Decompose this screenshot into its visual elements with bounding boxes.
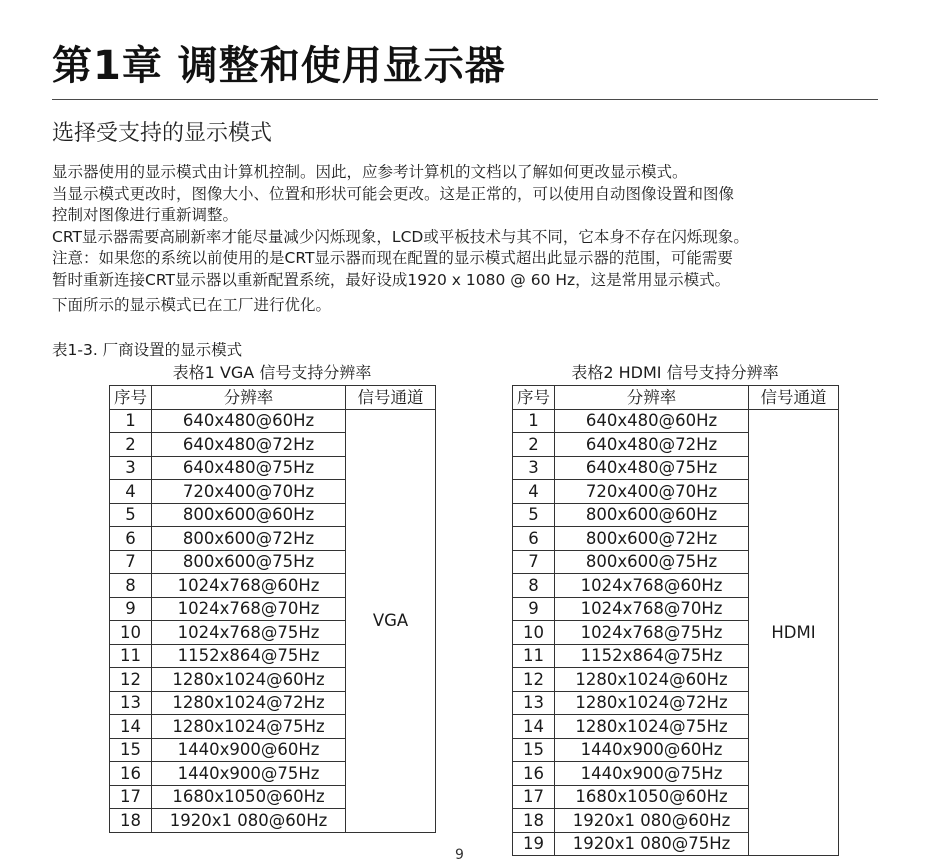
row-resolution: 1920x1 080@60Hz <box>555 809 749 833</box>
row-resolution: 1440x900@60Hz <box>555 738 749 762</box>
vga-table-caption: 表格1 VGA 信号支持分辨率 <box>172 363 372 382</box>
row-index: 13 <box>110 691 152 715</box>
table-group-caption: 表1-3. 厂商设置的显示模式 <box>52 341 243 359</box>
row-resolution: 1920x1 080@60Hz <box>152 809 346 833</box>
row-index: 12 <box>110 668 152 692</box>
row-index: 5 <box>110 503 152 527</box>
row-index: 14 <box>513 715 555 739</box>
row-resolution: 1280x1024@72Hz <box>152 691 346 715</box>
row-resolution: 640x480@75Hz <box>555 456 749 480</box>
row-index: 17 <box>513 785 555 809</box>
header-channel: 信号通道 <box>346 386 436 410</box>
row-resolution: 640x480@60Hz <box>555 409 749 433</box>
row-index: 8 <box>513 574 555 598</box>
header-resolution: 分辨率 <box>152 386 346 410</box>
row-index: 10 <box>513 621 555 645</box>
row-index: 11 <box>110 644 152 668</box>
row-index: 6 <box>110 527 152 551</box>
row-index: 2 <box>513 433 555 457</box>
row-index: 6 <box>513 527 555 551</box>
row-resolution: 640x480@60Hz <box>152 409 346 433</box>
row-index: 17 <box>110 785 152 809</box>
row-resolution: 1920x1 080@75Hz <box>555 832 749 856</box>
row-resolution: 1152x864@75Hz <box>152 644 346 668</box>
row-index: 7 <box>513 550 555 574</box>
row-resolution: 800x600@60Hz <box>152 503 346 527</box>
row-index: 9 <box>513 597 555 621</box>
row-resolution: 1024x768@75Hz <box>555 621 749 645</box>
row-index: 1 <box>513 409 555 433</box>
header-channel: 信号通道 <box>749 386 839 410</box>
row-resolution: 1024x768@60Hz <box>152 574 346 598</box>
row-resolution: 1440x900@75Hz <box>555 762 749 786</box>
row-index: 8 <box>110 574 152 598</box>
row-index: 14 <box>110 715 152 739</box>
header-index: 序号 <box>513 386 555 410</box>
row-resolution: 1024x768@75Hz <box>152 621 346 645</box>
row-resolution: 720x400@70Hz <box>152 480 346 504</box>
header-index: 序号 <box>110 386 152 410</box>
table-row <box>110 409 436 433</box>
chapter-title: 第1章 调整和使用显示器 <box>52 43 506 89</box>
row-index: 7 <box>110 550 152 574</box>
hdmi-table-block <box>512 361 838 856</box>
row-resolution: 800x600@72Hz <box>555 527 749 551</box>
paragraph-line: 控制对图像进行重新调整。 <box>52 206 239 224</box>
row-index: 16 <box>110 762 152 786</box>
row-index: 16 <box>513 762 555 786</box>
row-resolution: 720x400@70Hz <box>555 480 749 504</box>
row-resolution: 1440x900@75Hz <box>152 762 346 786</box>
row-resolution: 1152x864@75Hz <box>555 644 749 668</box>
vga-resolution-table <box>109 385 436 833</box>
row-index: 9 <box>110 597 152 621</box>
signal-channel-cell: VGA <box>346 409 436 832</box>
paragraph-line: CRT显示器需要高刷新率才能尽量减少闪烁现象，LCD或平板技术与其不同，它本身不存在闪烁现象。 <box>52 227 749 246</box>
row-index: 13 <box>513 691 555 715</box>
signal-channel-cell: HDMI <box>749 409 839 856</box>
row-resolution: 640x480@75Hz <box>152 456 346 480</box>
row-index: 10 <box>110 621 152 645</box>
paragraph-line: 显示器使用的显示模式由计算机控制。因此，应参考计算机的文档以了解如何更改显示模式。 <box>52 163 688 181</box>
row-resolution: 800x600@75Hz <box>152 550 346 574</box>
row-resolution: 1280x1024@75Hz <box>555 715 749 739</box>
body-text <box>52 162 892 317</box>
row-index: 18 <box>110 809 152 833</box>
row-index: 1 <box>110 409 152 433</box>
page-number: 9 <box>455 847 464 863</box>
row-resolution: 1024x768@60Hz <box>555 574 749 598</box>
table-row <box>513 409 839 433</box>
row-index: 4 <box>110 480 152 504</box>
row-resolution: 1680x1050@60Hz <box>555 785 749 809</box>
row-resolution: 800x600@72Hz <box>152 527 346 551</box>
row-index: 15 <box>513 738 555 762</box>
paragraph-line: 下面所示的显示模式已在工厂进行优化。 <box>52 296 332 314</box>
row-index: 15 <box>110 738 152 762</box>
section-title: 选择受支持的显示模式 <box>52 121 273 146</box>
row-resolution: 1280x1024@72Hz <box>555 691 749 715</box>
row-resolution: 640x480@72Hz <box>555 433 749 457</box>
title-divider <box>52 99 878 100</box>
row-index: 5 <box>513 503 555 527</box>
paragraph-line: 暂时重新连接CRT显示器以重新配置系统，最好设成1920 x 1080 @ 60 Hz，这是常用显示模式。 <box>52 270 731 289</box>
row-resolution: 640x480@72Hz <box>152 433 346 457</box>
row-resolution: 1280x1024@75Hz <box>152 715 346 739</box>
row-index: 4 <box>513 480 555 504</box>
hdmi-resolution-table <box>512 385 839 856</box>
hdmi-table-caption: 表格2 HDMI 信号支持分辨率 <box>571 363 779 382</box>
row-index: 3 <box>513 456 555 480</box>
vga-table-block <box>109 361 435 833</box>
row-index: 18 <box>513 809 555 833</box>
row-index: 2 <box>110 433 152 457</box>
header-resolution: 分辨率 <box>555 386 749 410</box>
row-index: 19 <box>513 832 555 856</box>
row-resolution: 1024x768@70Hz <box>555 597 749 621</box>
row-resolution: 800x600@75Hz <box>555 550 749 574</box>
paragraph-line: 当显示模式更改时，图像大小、位置和形状可能会更改。这是正常的，可以使用自动图像设置和图像 <box>52 184 735 203</box>
row-resolution: 800x600@60Hz <box>555 503 749 527</box>
row-resolution: 1024x768@70Hz <box>152 597 346 621</box>
row-index: 12 <box>513 668 555 692</box>
table-header-row <box>513 386 839 410</box>
row-resolution: 1280x1024@60Hz <box>555 668 749 692</box>
paragraph-line: 注意：如果您的系统以前使用的是CRT显示器而现在配置的显示模式超出此显示器的范围，可能需要 <box>52 249 733 267</box>
row-index: 3 <box>110 456 152 480</box>
row-index: 11 <box>513 644 555 668</box>
table-header-row <box>110 386 436 410</box>
row-resolution: 1440x900@60Hz <box>152 738 346 762</box>
row-resolution: 1680x1050@60Hz <box>152 785 346 809</box>
row-resolution: 1280x1024@60Hz <box>152 668 346 692</box>
